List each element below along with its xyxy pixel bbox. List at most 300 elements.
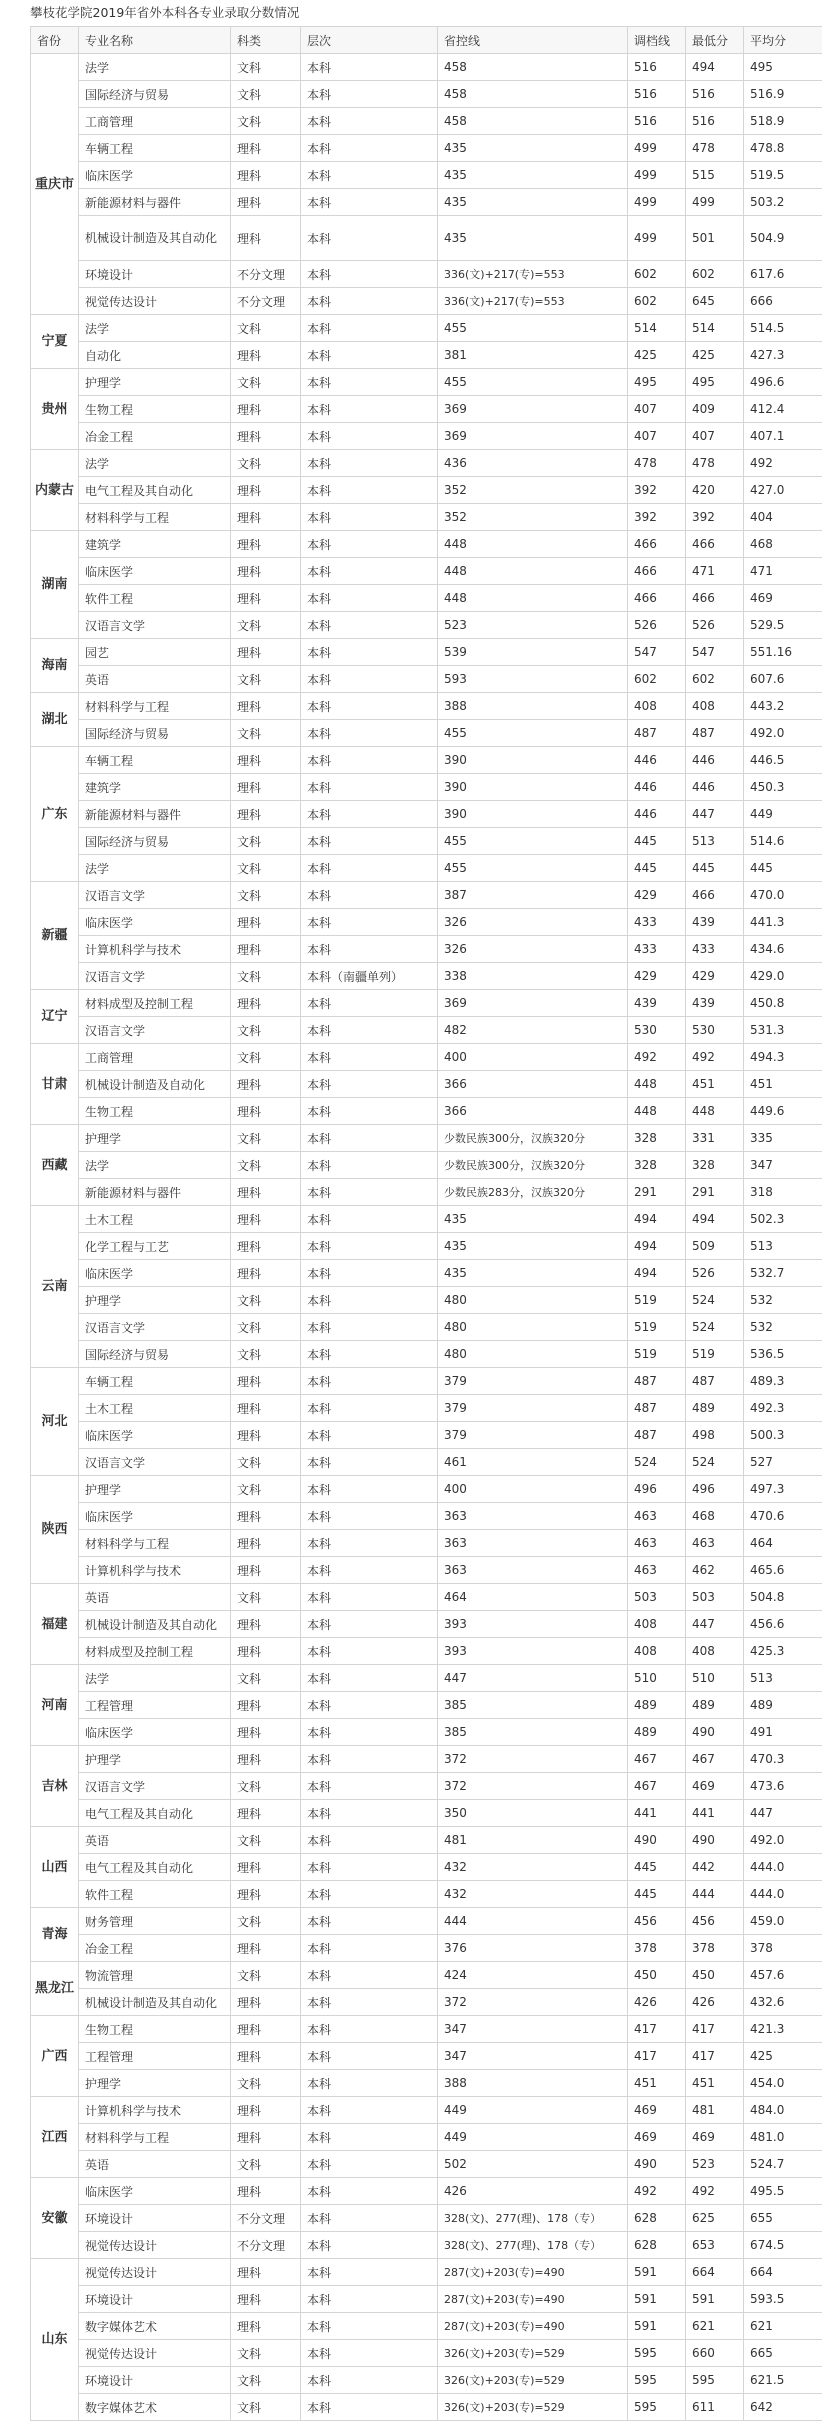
avg-score-cell: 489.3 xyxy=(744,1368,822,1395)
level-cell: 本科 xyxy=(301,1746,438,1773)
level-cell: 本科 xyxy=(301,1125,438,1152)
avg-score-cell: 446.5 xyxy=(744,747,822,774)
table-row xyxy=(31,666,822,693)
category-cell: 文科 xyxy=(231,882,301,909)
level-cell: 本科 xyxy=(301,2394,438,2421)
min-score-cell: 466 xyxy=(686,585,744,612)
min-score-cell: 490 xyxy=(686,1719,744,1746)
min-score-cell: 407 xyxy=(686,423,744,450)
category-cell: 理科 xyxy=(231,477,301,504)
min-score-cell: 481 xyxy=(686,2097,744,2124)
major-name-cell: 汉语言文学 xyxy=(79,1017,231,1044)
level-cell: 本科 xyxy=(301,81,438,108)
cutoff-cell: 602 xyxy=(628,261,686,288)
min-score-cell: 441 xyxy=(686,1800,744,1827)
major-name-cell: 材料科学与工程 xyxy=(79,2124,231,2151)
major-name-cell: 材料科学与工程 xyxy=(79,1530,231,1557)
control-line-cell: 372 xyxy=(438,1773,628,1800)
level-cell: 本科 xyxy=(301,261,438,288)
category-cell: 理科 xyxy=(231,2313,301,2340)
level-cell: 本科 xyxy=(301,396,438,423)
category-cell: 文科 xyxy=(231,1962,301,1989)
table-row xyxy=(31,720,822,747)
control-line-cell: 379 xyxy=(438,1368,628,1395)
category-cell: 文科 xyxy=(231,450,301,477)
control-line-cell: 390 xyxy=(438,747,628,774)
min-score-cell: 509 xyxy=(686,1233,744,1260)
table-row xyxy=(31,1557,822,1584)
control-line-cell: 369 xyxy=(438,396,628,423)
min-score-cell: 425 xyxy=(686,342,744,369)
cutoff-cell: 503 xyxy=(628,1584,686,1611)
control-line-cell: 448 xyxy=(438,558,628,585)
cutoff-cell: 490 xyxy=(628,2151,686,2178)
avg-score-cell: 527 xyxy=(744,1449,822,1476)
control-line-cell: 390 xyxy=(438,801,628,828)
min-score-cell: 625 xyxy=(686,2205,744,2232)
column-header: 科类 xyxy=(231,27,301,54)
major-name-cell: 临床医学 xyxy=(79,2178,231,2205)
category-cell: 文科 xyxy=(231,108,301,135)
cutoff-cell: 433 xyxy=(628,936,686,963)
control-line-cell: 352 xyxy=(438,504,628,531)
control-line-cell: 435 xyxy=(438,1260,628,1287)
category-cell: 文科 xyxy=(231,369,301,396)
cutoff-cell: 426 xyxy=(628,1989,686,2016)
table-row xyxy=(31,1719,822,1746)
major-name-cell: 法学 xyxy=(79,1665,231,1692)
control-line-cell: 350 xyxy=(438,1800,628,1827)
table-row xyxy=(31,2259,822,2286)
control-line-cell: 458 xyxy=(438,81,628,108)
control-line-cell: 338 xyxy=(438,963,628,990)
table-row xyxy=(31,2205,822,2232)
control-line-cell: 464 xyxy=(438,1584,628,1611)
major-name-cell: 汉语言文学 xyxy=(79,963,231,990)
table-row xyxy=(31,585,822,612)
min-score-cell: 331 xyxy=(686,1125,744,1152)
avg-score-cell: 444.0 xyxy=(744,1854,822,1881)
category-cell: 理科 xyxy=(231,1260,301,1287)
table-row xyxy=(31,855,822,882)
table-row xyxy=(31,2394,822,2421)
cutoff-cell: 516 xyxy=(628,108,686,135)
major-name-cell: 车辆工程 xyxy=(79,1368,231,1395)
major-name-cell: 环境设计 xyxy=(79,2286,231,2313)
control-line-cell: 363 xyxy=(438,1557,628,1584)
cutoff-cell: 439 xyxy=(628,990,686,1017)
table-row xyxy=(31,2367,822,2394)
cutoff-cell: 467 xyxy=(628,1773,686,1800)
avg-score-cell: 531.3 xyxy=(744,1017,822,1044)
cutoff-cell: 445 xyxy=(628,1854,686,1881)
avg-score-cell: 513 xyxy=(744,1665,822,1692)
cutoff-cell: 519 xyxy=(628,1314,686,1341)
avg-score-cell: 469 xyxy=(744,585,822,612)
cutoff-cell: 478 xyxy=(628,450,686,477)
major-name-cell: 机械设计制造及其自动化 xyxy=(79,216,231,261)
table-row xyxy=(31,1989,822,2016)
level-cell: 本科 xyxy=(301,1854,438,1881)
major-name-cell: 环境设计 xyxy=(79,261,231,288)
control-line-cell: 400 xyxy=(438,1044,628,1071)
cutoff-cell: 492 xyxy=(628,2178,686,2205)
major-name-cell: 计算机科学与技术 xyxy=(79,1557,231,1584)
column-header: 最低分 xyxy=(686,27,744,54)
major-name-cell: 视觉传达设计 xyxy=(79,2232,231,2259)
major-name-cell: 汉语言文学 xyxy=(79,1449,231,1476)
control-line-cell: 458 xyxy=(438,54,628,81)
table-row xyxy=(31,1395,822,1422)
major-name-cell: 法学 xyxy=(79,315,231,342)
control-line-cell: 523 xyxy=(438,612,628,639)
cutoff-cell: 451 xyxy=(628,2070,686,2097)
cutoff-cell: 602 xyxy=(628,666,686,693)
avg-score-cell: 666 xyxy=(744,288,822,315)
major-name-cell: 国际经济与贸易 xyxy=(79,720,231,747)
cutoff-cell: 441 xyxy=(628,1800,686,1827)
category-cell: 文科 xyxy=(231,2340,301,2367)
major-name-cell: 建筑学 xyxy=(79,531,231,558)
table-row xyxy=(31,81,822,108)
table-row xyxy=(31,1071,822,1098)
category-cell: 不分文理 xyxy=(231,288,301,315)
major-name-cell: 生物工程 xyxy=(79,1098,231,1125)
cutoff-cell: 466 xyxy=(628,531,686,558)
avg-score-cell: 642 xyxy=(744,2394,822,2421)
category-cell: 理科 xyxy=(231,639,301,666)
table-row xyxy=(31,1638,822,1665)
control-line-cell: 448 xyxy=(438,531,628,558)
level-cell: 本科 xyxy=(301,477,438,504)
min-score-cell: 489 xyxy=(686,1692,744,1719)
avg-score-cell: 492.0 xyxy=(744,720,822,747)
avg-score-cell: 492.3 xyxy=(744,1395,822,1422)
level-cell: 本科 xyxy=(301,1908,438,1935)
min-score-cell: 526 xyxy=(686,1260,744,1287)
table-row xyxy=(31,477,822,504)
cutoff-cell: 499 xyxy=(628,162,686,189)
control-line-cell: 385 xyxy=(438,1692,628,1719)
avg-score-cell: 468 xyxy=(744,531,822,558)
major-name-cell: 软件工程 xyxy=(79,585,231,612)
level-cell: 本科 xyxy=(301,1233,438,1260)
major-name-cell: 电气工程及其自动化 xyxy=(79,1800,231,1827)
category-cell: 理科 xyxy=(231,396,301,423)
table-row xyxy=(31,1530,822,1557)
major-name-cell: 临床医学 xyxy=(79,1503,231,1530)
table-row xyxy=(31,747,822,774)
avg-score-cell: 465.6 xyxy=(744,1557,822,1584)
min-score-cell: 466 xyxy=(686,531,744,558)
admission-score-table xyxy=(30,26,822,2421)
cutoff-cell: 496 xyxy=(628,1476,686,1503)
level-cell: 本科 xyxy=(301,2286,438,2313)
table-row xyxy=(31,369,822,396)
avg-score-cell: 492.0 xyxy=(744,1827,822,1854)
province-cell: 河南 xyxy=(31,1665,79,1746)
major-name-cell: 国际经济与贸易 xyxy=(79,1341,231,1368)
table-row xyxy=(31,1746,822,1773)
cutoff-cell: 530 xyxy=(628,1017,686,1044)
cutoff-cell: 417 xyxy=(628,2043,686,2070)
level-cell: 本科 xyxy=(301,531,438,558)
cutoff-cell: 433 xyxy=(628,909,686,936)
level-cell: 本科 xyxy=(301,1584,438,1611)
cutoff-cell: 417 xyxy=(628,2016,686,2043)
cutoff-cell: 408 xyxy=(628,1611,686,1638)
min-score-cell: 378 xyxy=(686,1935,744,1962)
category-cell: 理科 xyxy=(231,2097,301,2124)
min-score-cell: 433 xyxy=(686,936,744,963)
min-score-cell: 426 xyxy=(686,1989,744,2016)
table-row xyxy=(31,1152,822,1179)
level-cell: 本科 xyxy=(301,2259,438,2286)
avg-score-cell: 427.0 xyxy=(744,477,822,504)
cutoff-cell: 429 xyxy=(628,882,686,909)
min-score-cell: 392 xyxy=(686,504,744,531)
min-score-cell: 442 xyxy=(686,1854,744,1881)
control-line-cell: 369 xyxy=(438,990,628,1017)
min-score-cell: 526 xyxy=(686,612,744,639)
major-name-cell: 建筑学 xyxy=(79,774,231,801)
category-cell: 文科 xyxy=(231,666,301,693)
cutoff-cell: 602 xyxy=(628,288,686,315)
cutoff-cell: 466 xyxy=(628,585,686,612)
category-cell: 理科 xyxy=(231,2016,301,2043)
category-cell: 文科 xyxy=(231,1449,301,1476)
min-score-cell: 495 xyxy=(686,369,744,396)
major-name-cell: 生物工程 xyxy=(79,396,231,423)
min-score-cell: 524 xyxy=(686,1287,744,1314)
category-cell: 文科 xyxy=(231,1287,301,1314)
cutoff-cell: 487 xyxy=(628,1368,686,1395)
min-score-cell: 444 xyxy=(686,1881,744,1908)
major-name-cell: 机械设计制造及其自动化 xyxy=(79,1611,231,1638)
table-row xyxy=(31,909,822,936)
category-cell: 理科 xyxy=(231,135,301,162)
table-row xyxy=(31,639,822,666)
category-cell: 理科 xyxy=(231,1422,301,1449)
avg-score-cell: 502.3 xyxy=(744,1206,822,1233)
avg-score-cell: 470.0 xyxy=(744,882,822,909)
avg-score-cell: 516.9 xyxy=(744,81,822,108)
control-line-cell: 455 xyxy=(438,720,628,747)
control-line-cell: 少数民族283分，汉族320分 xyxy=(438,1179,628,1206)
category-cell: 理科 xyxy=(231,2178,301,2205)
control-line-cell: 480 xyxy=(438,1287,628,1314)
control-line-cell: 444 xyxy=(438,1908,628,1935)
min-score-cell: 519 xyxy=(686,1341,744,1368)
category-cell: 理科 xyxy=(231,1557,301,1584)
major-name-cell: 冶金工程 xyxy=(79,423,231,450)
min-score-cell: 530 xyxy=(686,1017,744,1044)
major-name-cell: 电气工程及其自动化 xyxy=(79,477,231,504)
level-cell: 本科 xyxy=(301,1773,438,1800)
level-cell: 本科 xyxy=(301,189,438,216)
level-cell: 本科 xyxy=(301,882,438,909)
table-row xyxy=(31,1233,822,1260)
table-row xyxy=(31,2232,822,2259)
min-score-cell: 514 xyxy=(686,315,744,342)
level-cell: 本科 xyxy=(301,1179,438,1206)
page-title: 攀枝花学院2019年省外本科各专业录取分数情况 xyxy=(30,5,300,20)
category-cell: 理科 xyxy=(231,1638,301,1665)
min-score-cell: 510 xyxy=(686,1665,744,1692)
min-score-cell: 498 xyxy=(686,1422,744,1449)
level-cell: 本科 xyxy=(301,2016,438,2043)
table-row xyxy=(31,1854,822,1881)
table-row xyxy=(31,1665,822,1692)
level-cell: 本科 xyxy=(301,108,438,135)
province-cell: 海南 xyxy=(31,639,79,693)
avg-score-cell: 621.5 xyxy=(744,2367,822,2394)
major-name-cell: 计算机科学与技术 xyxy=(79,936,231,963)
avg-score-cell: 449 xyxy=(744,801,822,828)
category-cell: 理科 xyxy=(231,2043,301,2070)
level-cell: 本科 xyxy=(301,315,438,342)
cutoff-cell: 499 xyxy=(628,135,686,162)
province-cell: 新疆 xyxy=(31,882,79,990)
avg-score-cell: 429.0 xyxy=(744,963,822,990)
control-line-cell: 435 xyxy=(438,1233,628,1260)
min-score-cell: 501 xyxy=(686,216,744,261)
table-row xyxy=(31,1503,822,1530)
min-score-cell: 451 xyxy=(686,1071,744,1098)
level-cell: 本科 xyxy=(301,990,438,1017)
level-cell: 本科 xyxy=(301,1368,438,1395)
avg-score-cell: 484.0 xyxy=(744,2097,822,2124)
category-cell: 理科 xyxy=(231,1854,301,1881)
major-name-cell: 视觉传达设计 xyxy=(79,2259,231,2286)
table-row xyxy=(31,2070,822,2097)
column-header: 省份 xyxy=(31,27,79,54)
avg-score-cell: 421.3 xyxy=(744,2016,822,2043)
table-header-row xyxy=(31,27,822,54)
table-row xyxy=(31,1611,822,1638)
major-name-cell: 临床医学 xyxy=(79,162,231,189)
table-row xyxy=(31,531,822,558)
cutoff-cell: 591 xyxy=(628,2313,686,2340)
cutoff-cell: 408 xyxy=(628,693,686,720)
province-cell: 宁夏 xyxy=(31,315,79,369)
level-cell: 本科 xyxy=(301,774,438,801)
avg-score-cell: 607.6 xyxy=(744,666,822,693)
major-name-cell: 护理学 xyxy=(79,1287,231,1314)
avg-score-cell: 489 xyxy=(744,1692,822,1719)
category-cell: 文科 xyxy=(231,963,301,990)
level-cell: 本科 xyxy=(301,2340,438,2367)
level-cell: 本科 xyxy=(301,162,438,189)
min-score-cell: 496 xyxy=(686,1476,744,1503)
category-cell: 理科 xyxy=(231,693,301,720)
category-cell: 理科 xyxy=(231,162,301,189)
avg-score-cell: 497.3 xyxy=(744,1476,822,1503)
table-row xyxy=(31,1314,822,1341)
control-line-cell: 502 xyxy=(438,2151,628,2178)
major-name-cell: 护理学 xyxy=(79,1746,231,1773)
category-cell: 理科 xyxy=(231,1206,301,1233)
table-row xyxy=(31,423,822,450)
level-cell: 本科 xyxy=(301,720,438,747)
min-score-cell: 602 xyxy=(686,666,744,693)
category-cell: 文科 xyxy=(231,1125,301,1152)
category-cell: 文科 xyxy=(231,1314,301,1341)
min-score-cell: 494 xyxy=(686,1206,744,1233)
category-cell: 文科 xyxy=(231,1152,301,1179)
avg-score-cell: 532 xyxy=(744,1314,822,1341)
major-name-cell: 自动化 xyxy=(79,342,231,369)
level-cell: 本科 xyxy=(301,2097,438,2124)
province-cell: 吉林 xyxy=(31,1746,79,1827)
min-score-cell: 595 xyxy=(686,2367,744,2394)
category-cell: 理科 xyxy=(231,990,301,1017)
level-cell: 本科 xyxy=(301,855,438,882)
avg-score-cell: 532.7 xyxy=(744,1260,822,1287)
control-line-cell: 388 xyxy=(438,2070,628,2097)
control-line-cell: 326 xyxy=(438,909,628,936)
province-cell: 辽宁 xyxy=(31,990,79,1044)
cutoff-cell: 492 xyxy=(628,1044,686,1071)
min-score-cell: 417 xyxy=(686,2016,744,2043)
control-line-cell: 376 xyxy=(438,1935,628,1962)
table-row xyxy=(31,828,822,855)
control-line-cell: 393 xyxy=(438,1638,628,1665)
cutoff-cell: 456 xyxy=(628,1908,686,1935)
level-cell: 本科 xyxy=(301,2205,438,2232)
province-cell: 山西 xyxy=(31,1827,79,1908)
cutoff-cell: 469 xyxy=(628,2097,686,2124)
category-cell: 理科 xyxy=(231,558,301,585)
major-name-cell: 计算机科学与技术 xyxy=(79,2097,231,2124)
major-name-cell: 英语 xyxy=(79,1827,231,1854)
level-cell: 本科 xyxy=(301,1692,438,1719)
table-row xyxy=(31,450,822,477)
level-cell: 本科 xyxy=(301,450,438,477)
min-score-cell: 420 xyxy=(686,477,744,504)
min-score-cell: 523 xyxy=(686,2151,744,2178)
category-cell: 理科 xyxy=(231,1071,301,1098)
major-name-cell: 物流管理 xyxy=(79,1962,231,1989)
cutoff-cell: 467 xyxy=(628,1746,686,1773)
avg-score-cell: 441.3 xyxy=(744,909,822,936)
control-line-cell: 385 xyxy=(438,1719,628,1746)
province-cell: 福建 xyxy=(31,1584,79,1665)
table-row xyxy=(31,162,822,189)
control-line-cell: 347 xyxy=(438,2016,628,2043)
min-score-cell: 664 xyxy=(686,2259,744,2286)
table-row xyxy=(31,2016,822,2043)
table-row xyxy=(31,396,822,423)
table-row xyxy=(31,2097,822,2124)
category-cell: 不分文理 xyxy=(231,2205,301,2232)
category-cell: 理科 xyxy=(231,936,301,963)
level-cell: 本科 xyxy=(301,1314,438,1341)
avg-score-cell: 513 xyxy=(744,1233,822,1260)
cutoff-cell: 466 xyxy=(628,558,686,585)
category-cell: 理科 xyxy=(231,189,301,216)
min-score-cell: 660 xyxy=(686,2340,744,2367)
control-line-cell: 424 xyxy=(438,1962,628,1989)
avg-score-cell: 459.0 xyxy=(744,1908,822,1935)
control-line-cell: 363 xyxy=(438,1503,628,1530)
category-cell: 文科 xyxy=(231,1908,301,1935)
avg-score-cell: 514.5 xyxy=(744,315,822,342)
control-line-cell: 458 xyxy=(438,108,628,135)
min-score-cell: 450 xyxy=(686,1962,744,1989)
column-header: 层次 xyxy=(301,27,438,54)
min-score-cell: 487 xyxy=(686,720,744,747)
